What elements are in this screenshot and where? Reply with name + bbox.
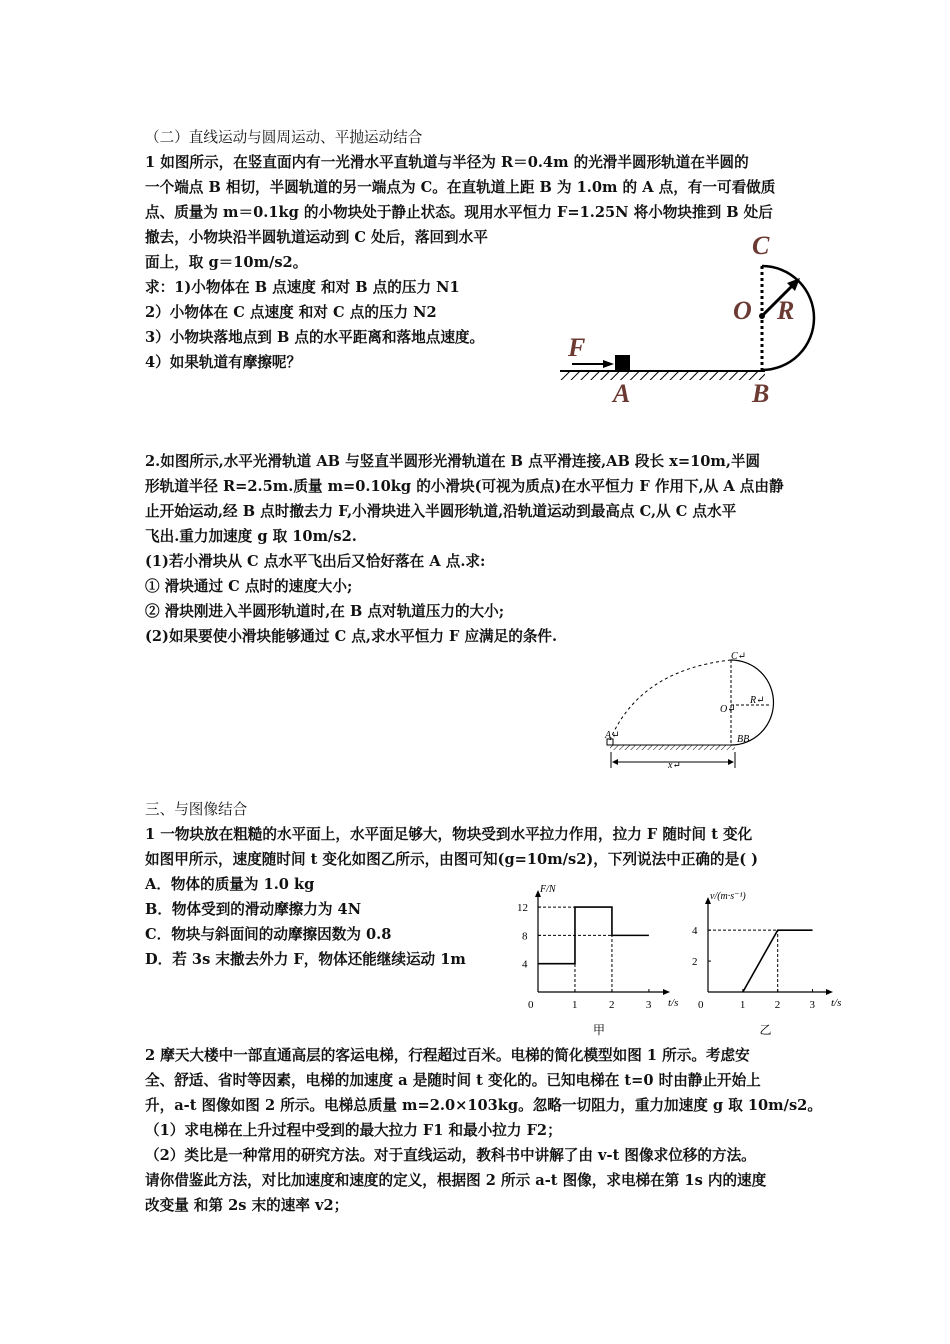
s3p1-line-2: 如图甲所示，速度随时间 t 变化如图乙所示，由图可知(g=10m/s2)，下列说法中正确的是( ) (145, 851, 759, 868)
s3p2-line-5: （2）类比是一种常用的研究方法。对于直线运动，教科书中讲解了由 v-t 图像求位移的方法。 (145, 1147, 756, 1164)
label-C: C (752, 231, 770, 260)
p1-line-5: 面上，取 g＝10m/s2。 (145, 254, 308, 271)
p2-line-1: 2.如图所示,水平光滑轨道 AB 与竖直半圆形光滑轨道在 B 点平滑连接,AB 段长 x=10m,半圆 (145, 453, 761, 470)
block (615, 355, 630, 370)
p2-line-4: 飞出.重力加速度 g 取 10m/s2. (145, 528, 357, 545)
p1-line-3: 点、质量为 m＝0.1kg 的小物块处于静止状态。现用水平恒力 F=1.25N 将小物块推到 B 处后 (145, 204, 773, 221)
section2-heading: （二）直线运动与圆周运动、平抛运动结合 (145, 129, 423, 146)
x-axis-arrow (663, 989, 670, 995)
x-dim-arrow-right (728, 759, 734, 765)
s3p2-line-7: 改变量 和第 2s 末的速率 v2； (145, 1197, 349, 1214)
x-tick-label: 0 (528, 999, 534, 1011)
p1-line-6: 求：1)小物体在 B 点速度 和对 B 点的压力 N1 (145, 279, 460, 296)
p1-figure (555, 228, 840, 413)
x-tick-label: 2 (774, 999, 781, 1011)
s3p2-line-6: 请你借鉴此方法，对比加速度和速度的定义，根据图 2 所示 a-t 图像，求电梯在第 1s 内的速度 (145, 1172, 767, 1189)
s3p1-line-1: 1 一物块放在粗糙的水平面上，水平面足够大，物块受到水平拉力作用，拉力 F 随时间 t 变化 (145, 826, 753, 843)
p2-figure (595, 645, 795, 775)
label-A: A (613, 379, 631, 408)
x-tick-label: 2 (608, 999, 615, 1011)
s3p2-line-3: 升，a-t 图像如图 2 所示。电梯总质量 m=2.0×103kg。忽略一切阻力，重力加速度 g 取 10m/s2。 (145, 1097, 822, 1114)
y-axis-label: v/(m·s⁻¹) (710, 891, 746, 902)
label-C: C↵ (731, 651, 747, 662)
label-O: O (733, 296, 752, 325)
p2-line-2: 形轨道半径 R=2.5m.质量 m=0.10kg 的小滑块(可视为质点)在水平恒力 F 作用下,从 A 点由静 (145, 478, 784, 495)
p2-line-6: ① 滑块通过 C 点时的速度大小; (145, 578, 353, 595)
label-O: O↵ (720, 704, 736, 715)
chart-yi (685, 890, 840, 1037)
y-tick-label: 4 (522, 958, 528, 971)
label-F: F (568, 333, 586, 362)
label-B: BB (737, 734, 750, 745)
x-axis-label: t/s (668, 997, 679, 1009)
x-axis-label: t/s (831, 997, 842, 1009)
option-b: B．物体受到的滑动摩擦力为 4N (145, 901, 362, 918)
x-axis-arrow (826, 989, 833, 995)
s3p2-line-4: （1）求电梯在上升过程中受到的最大拉力 F1 和最小拉力 F2； (145, 1122, 562, 1139)
x-tick-label: 1 (571, 999, 578, 1011)
y-tick-label: 12 (517, 902, 528, 915)
x-dim-arrow-left (612, 759, 618, 765)
label-R: R↵ (750, 695, 765, 706)
force-arrowhead (603, 360, 614, 368)
section3-heading: 三、与图像结合 (145, 801, 248, 818)
option-a: A．物体的质量为 1.0 kg (145, 876, 315, 893)
y-axis-label: F/N (540, 884, 556, 895)
p2-line-3: 止开始运动,经 B 点时撤去力 F,小滑块进入半圆形轨道,沿轨道运动到最高点 C,从 C 点水平 (145, 503, 737, 520)
p1-line-2: 一个端点 B 相切，半圆轨道的另一端点为 C。在直轨道上距 B 为 1.0m 的 A 点，有一可看做质 (145, 179, 776, 196)
p2-line-7: ② 滑块刚进入半圆形轨道时,在 B 点对轨道压力的大小; (145, 603, 505, 620)
trajectory (610, 660, 731, 740)
option-c: C．物块与斜面间的动摩擦因数为 0.8 (145, 926, 392, 943)
x-tick-label: 0 (698, 999, 704, 1011)
x-tick-label: 3 (809, 999, 816, 1011)
s3p2-line-1: 2 摩天大楼中一部直通高层的客运电梯，行程超过百米。电梯的简化模型如图 1 所示。考虑安 (145, 1047, 750, 1064)
label-B: B (752, 379, 770, 408)
y-tick-label: 8 (522, 930, 528, 943)
chart-title: 甲 (593, 1023, 606, 1037)
ground-hatch (560, 372, 765, 380)
ground-hatch (610, 745, 735, 750)
label-x: x↵ (668, 760, 681, 771)
y-tick-label: 4 (692, 925, 698, 938)
x-tick-label: 3 (645, 999, 652, 1011)
label-A: A↵ (605, 730, 620, 741)
label-R: R (777, 296, 795, 325)
option-d: D．若 3s 末撤去外力 F，物体还能继续运动 1m (145, 951, 466, 968)
chart-jia (517, 872, 680, 1037)
x-tick-label: 1 (739, 999, 746, 1011)
p1-line-7: 2）小物体在 C 点速度 和对 C 点的压力 N2 (145, 304, 437, 321)
chart-title: 乙 (759, 1023, 772, 1037)
p1-line-4: 撤去，小物块沿半圆轨道运动到 C 处后，落回到水平 (145, 229, 488, 246)
p2-line-8: (2)如果要使小滑块能够通过 C 点,求水平恒力 F 应满足的条件. (145, 628, 558, 645)
p1-line-1: 1 如图所示，在竖直面内有一光滑水平直轨道与半径为 R＝0.4m 的光滑半圆形轨道在半圆的 (145, 154, 749, 171)
p1-line-9: 4）如果轨道有摩擦呢？ (145, 354, 302, 371)
y-tick-label: 2 (692, 956, 698, 969)
s3p2-line-2: 全、舒适、省时等因素，电梯的加速度 a 是随时间 t 变化的。已知电梯在 t=0 时由静止开始上 (145, 1072, 761, 1089)
p1-line-8: 3）小物块落地点到 B 点的水平距离和落地点速度。 (145, 329, 485, 346)
p2-line-5: (1)若小滑块从 C 点水平飞出后又恰好落在 A 点.求: (145, 553, 486, 570)
